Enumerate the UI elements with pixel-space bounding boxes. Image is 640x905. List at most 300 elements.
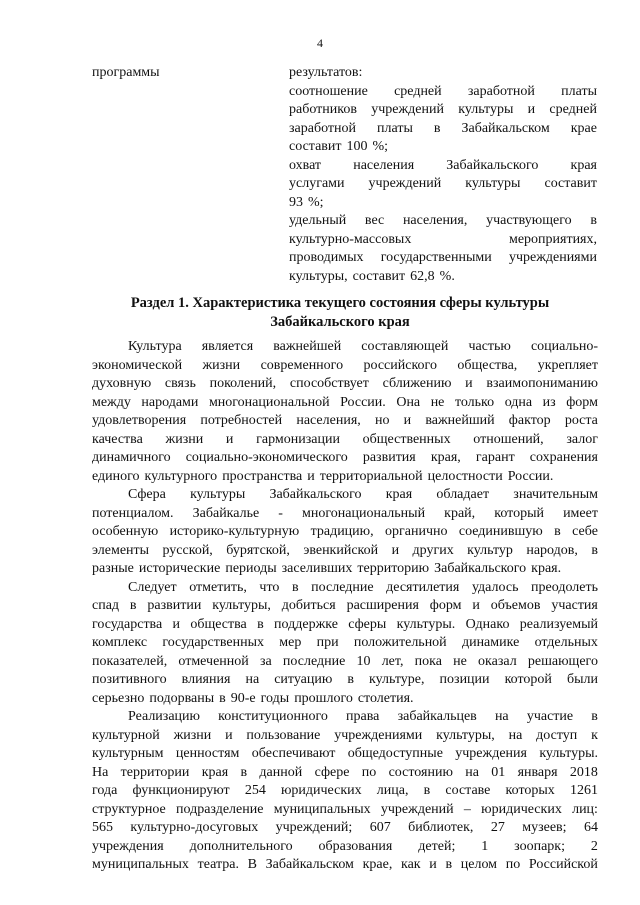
word: при <box>316 635 339 650</box>
word: не <box>430 394 445 410</box>
word: ценностям <box>175 746 240 761</box>
word: 1261 <box>569 783 598 798</box>
word: 2018 <box>569 764 598 780</box>
word: общественных <box>362 431 451 447</box>
word: последние <box>311 579 374 595</box>
word: спад <box>92 598 120 613</box>
word: в <box>219 690 226 706</box>
word: учреждениями <box>508 250 597 265</box>
word: элементы <box>92 542 150 558</box>
word: по <box>505 857 521 872</box>
word: 100 <box>346 139 368 154</box>
word: В <box>247 857 257 872</box>
word: территорию <box>357 561 430 576</box>
word: способствует <box>289 376 369 391</box>
word: культуры, <box>212 598 271 613</box>
word: позитивного <box>92 672 167 687</box>
body-line <box>92 412 598 431</box>
word: гарант <box>475 450 515 465</box>
word: составит <box>544 176 597 191</box>
word: образования <box>318 838 393 854</box>
results-line <box>289 83 597 102</box>
word: в <box>129 598 137 613</box>
word: - <box>278 505 283 521</box>
word: удовлетворения <box>92 413 187 428</box>
word: прошлого <box>294 690 353 706</box>
word: крае, <box>362 857 393 872</box>
word: решающего <box>527 653 598 669</box>
word: культуры, <box>436 727 495 743</box>
word: российского <box>363 357 437 373</box>
results-line <box>289 101 597 120</box>
word: 1 <box>481 838 489 854</box>
word: значительным <box>513 487 598 502</box>
word: потенциалом. <box>92 505 174 521</box>
body-line <box>92 357 598 376</box>
results-line <box>289 249 597 268</box>
word: средней <box>549 102 597 117</box>
word: качества <box>92 431 143 447</box>
word: в <box>240 764 248 780</box>
word: которых <box>505 783 555 798</box>
word: 607 <box>369 820 391 835</box>
word: расширения <box>346 598 419 613</box>
results-text <box>289 64 597 286</box>
word: и <box>465 376 473 391</box>
word: в <box>445 857 453 872</box>
body-line <box>92 394 598 413</box>
word: учреждений; <box>275 820 353 835</box>
word: лица, <box>376 783 409 798</box>
body-line <box>92 671 598 690</box>
word: сфере <box>314 764 350 780</box>
word: разные <box>92 561 134 576</box>
word: жизни <box>165 431 204 447</box>
word: театра. <box>197 857 239 872</box>
word: проводимых <box>289 250 364 265</box>
word: территории <box>120 764 190 780</box>
word: других <box>412 542 454 558</box>
word: Забайкальского <box>446 157 539 173</box>
word: заработной <box>467 83 535 99</box>
word: единого <box>92 468 140 484</box>
word: отношений, <box>473 431 544 447</box>
word: территориальной <box>319 468 423 484</box>
word: края <box>570 157 597 173</box>
word: культурным <box>92 746 164 761</box>
word: одна <box>504 394 533 410</box>
word: и <box>472 598 480 613</box>
word: органично <box>385 524 448 539</box>
body-line <box>92 856 598 875</box>
results-line <box>289 157 597 176</box>
word: культуры <box>458 102 514 117</box>
word: На <box>92 764 109 780</box>
body-line <box>92 727 598 746</box>
word: культуры <box>465 176 521 191</box>
body-line <box>92 375 598 394</box>
word: заработной <box>289 120 356 136</box>
word: были <box>566 672 598 687</box>
body-line <box>92 486 598 505</box>
word: эвенкийской <box>303 542 379 558</box>
word: край, <box>444 505 476 521</box>
word: государства <box>92 616 163 632</box>
word: форм <box>566 394 598 410</box>
word: забайкальцев <box>397 709 477 724</box>
word: 254 <box>244 783 266 798</box>
word: связь <box>164 376 196 391</box>
word: платы <box>377 120 413 136</box>
word: десятилетия <box>386 579 460 595</box>
word: жизни <box>173 727 212 743</box>
word: участвующего <box>486 213 572 228</box>
word: гармонизации <box>256 431 340 447</box>
word: музеев; <box>522 820 567 835</box>
word: услугами <box>289 176 345 191</box>
word: по <box>361 764 377 780</box>
word: Российской <box>528 857 598 872</box>
word: за <box>259 653 272 669</box>
word: участие <box>526 709 574 724</box>
word: функционируют <box>132 783 230 798</box>
word: общества <box>190 616 247 632</box>
word: положительной <box>353 635 447 650</box>
word: составит <box>352 268 406 284</box>
word: сближению <box>382 376 452 391</box>
word: фактор <box>508 413 551 428</box>
word: учреждений <box>371 102 444 117</box>
word: не <box>453 653 467 669</box>
results-line <box>289 175 597 194</box>
word: серьезно <box>92 690 145 706</box>
word: многонациональный <box>302 505 426 521</box>
word: государственных <box>162 635 265 650</box>
word: и <box>403 413 412 428</box>
word: января <box>517 764 558 780</box>
word: себе <box>572 524 598 539</box>
word: удалось <box>471 579 519 595</box>
word: Она <box>396 394 421 410</box>
word: реализуемый <box>519 616 598 632</box>
word: динамичного <box>92 450 171 465</box>
word: учреждениями <box>334 727 423 743</box>
word: в <box>433 120 441 136</box>
word: показателей, <box>92 653 168 669</box>
body-line <box>92 801 598 820</box>
word: Однако <box>465 616 510 632</box>
word: – <box>463 801 471 817</box>
word: и <box>225 431 234 447</box>
word: Реализацию <box>128 709 200 724</box>
word: которой <box>504 672 552 687</box>
program-label: программы <box>92 65 160 80</box>
page-number: 4 <box>317 36 323 50</box>
word: населения, <box>402 213 468 228</box>
word: учреждений <box>368 176 442 191</box>
word: в <box>591 542 598 558</box>
word: конституционного <box>218 709 328 724</box>
word: русской, <box>162 542 213 558</box>
body-line <box>92 745 598 764</box>
word: Культура <box>128 339 182 354</box>
word: динамике <box>461 635 520 650</box>
word: жизни <box>202 357 241 373</box>
word: и <box>391 542 400 558</box>
body-line <box>92 523 598 542</box>
word: дополнительного <box>189 838 293 854</box>
word: 565 <box>92 820 113 835</box>
word: частью <box>468 339 511 354</box>
section-title-line: Забайкальского края <box>270 313 410 330</box>
word: Сфера <box>128 487 166 502</box>
results-line <box>289 231 597 250</box>
body-line <box>92 690 598 709</box>
word: учреждений <box>380 801 454 817</box>
word: между <box>92 394 131 410</box>
body-line <box>92 708 598 727</box>
word: %; <box>372 139 389 154</box>
word: социально- <box>530 339 598 354</box>
word: лет, <box>381 653 404 669</box>
results-line <box>289 138 597 157</box>
word: ситуацию <box>274 672 333 687</box>
word: народами <box>141 394 199 410</box>
word: в <box>347 672 354 687</box>
word: края. <box>531 561 562 576</box>
body-line <box>92 431 598 450</box>
word: охват <box>289 157 322 173</box>
body-line <box>92 653 598 672</box>
body-line <box>92 819 598 838</box>
word: Следует <box>128 579 177 595</box>
word: общедоступные <box>347 746 443 761</box>
word: обладает <box>436 487 490 502</box>
word: 01 <box>491 764 506 780</box>
word: культурно-досуговых <box>130 820 259 835</box>
word: России. <box>340 394 386 410</box>
word: потребностей <box>200 413 283 428</box>
word: населения, <box>296 413 361 428</box>
word: государственными <box>380 250 492 265</box>
word: оказал <box>478 653 517 669</box>
word: Забайкальского <box>269 487 362 502</box>
word: бурятской, <box>226 542 290 558</box>
word: на <box>508 727 523 743</box>
word: и <box>307 468 315 484</box>
word: и <box>429 857 437 872</box>
word: пользование <box>246 727 321 743</box>
body-line <box>92 634 598 653</box>
word: периоды <box>225 561 277 576</box>
word: последние <box>282 653 346 669</box>
word: историко-культурную <box>169 524 300 539</box>
word: что <box>259 579 280 595</box>
word: участия <box>551 598 598 613</box>
word: России. <box>507 468 554 484</box>
word: культуре, <box>369 672 425 687</box>
word: учреждения <box>455 746 527 761</box>
word: на <box>245 672 260 687</box>
word: края, <box>430 450 461 465</box>
word: в <box>591 709 598 724</box>
word: результатов: <box>289 65 363 80</box>
word: особенную <box>92 524 159 539</box>
word: работников <box>289 102 357 117</box>
word: преодолеть <box>531 579 598 595</box>
word: взаимопониманию <box>486 376 598 391</box>
word: %. <box>439 268 455 284</box>
word: сохранения <box>529 450 598 465</box>
word: на <box>494 709 509 724</box>
results-line <box>289 194 597 213</box>
word: целостности <box>427 468 503 484</box>
word: культуры <box>190 487 246 502</box>
body-line <box>92 616 598 635</box>
word: в <box>291 579 299 595</box>
word: 64 <box>583 820 598 835</box>
word: 2 <box>590 838 598 854</box>
word: удельный <box>289 213 347 228</box>
word: Забайкальского <box>434 561 527 576</box>
word: пока <box>414 653 442 669</box>
word: общества, <box>457 357 518 373</box>
word: 27 <box>490 820 505 835</box>
word: соотношение <box>289 83 368 99</box>
word: Забайкалье <box>192 505 260 521</box>
word: подорваны <box>149 690 215 706</box>
word: поддержке <box>274 616 338 632</box>
word: юридических <box>481 801 562 817</box>
word: культурного <box>144 468 218 484</box>
word: детей; <box>418 838 456 854</box>
section-heading <box>80 294 600 331</box>
results-line <box>289 268 597 287</box>
word: к <box>591 727 598 743</box>
word: юридических <box>280 783 362 798</box>
word: составит <box>289 139 342 154</box>
word: учреждения <box>92 838 164 854</box>
word: форм <box>429 598 462 613</box>
word: 62,8 <box>410 268 435 284</box>
body-line <box>92 764 598 783</box>
word: и <box>225 727 233 743</box>
word: экономической <box>92 357 183 373</box>
word: отмеченной <box>178 653 249 669</box>
word: как <box>401 857 421 872</box>
word: имеет <box>563 505 598 521</box>
word: комплекс <box>92 635 148 650</box>
word: подразделение <box>176 801 264 817</box>
word: но <box>374 413 390 428</box>
body-line <box>92 597 598 616</box>
body-line <box>92 542 598 561</box>
word: важнейший <box>425 413 495 428</box>
word: укрепляет <box>537 357 598 373</box>
word: роста <box>564 413 598 428</box>
body-line <box>92 579 598 598</box>
word: лиц: <box>572 801 598 817</box>
word: населения <box>353 157 415 173</box>
word: современного <box>260 357 344 373</box>
word: добиться <box>281 598 336 613</box>
body-text <box>92 338 598 875</box>
word: культуры. <box>396 616 456 632</box>
word: зоопарк; <box>514 838 566 854</box>
word: позиции <box>439 672 490 687</box>
word: структурное <box>92 801 166 817</box>
word: вес <box>364 213 385 228</box>
section-title-line: Раздел 1. Характеристика текущего состояния сферы культуры <box>130 295 550 311</box>
word: в <box>590 213 597 228</box>
word: муниципальных <box>92 857 189 872</box>
word: соединившую <box>458 524 543 539</box>
word: важнейшей <box>273 339 342 354</box>
word: платы <box>561 83 597 99</box>
word: 90-е <box>230 690 256 706</box>
body-line <box>92 338 598 357</box>
word: который <box>494 505 544 521</box>
word: на <box>465 764 479 780</box>
results-line <box>289 64 597 83</box>
word: залог <box>566 431 598 447</box>
word: исторические <box>138 561 221 576</box>
word: культуры. <box>539 746 598 761</box>
word: крае <box>570 120 597 136</box>
word: в <box>554 524 561 539</box>
word: культур <box>467 542 513 558</box>
word: обеспечивают <box>251 746 336 761</box>
word: социально-экономического <box>185 450 348 465</box>
word: влияния <box>181 672 231 687</box>
word: в <box>257 616 264 632</box>
word: и <box>527 102 536 117</box>
word: права <box>346 709 380 724</box>
word: края <box>201 764 229 780</box>
word: %; <box>308 194 324 210</box>
body-line <box>92 838 598 857</box>
results-line <box>289 120 597 139</box>
results-line <box>289 212 597 231</box>
word: Забайкальском <box>461 120 550 136</box>
word: заселивших <box>281 561 353 576</box>
word: культурной <box>92 727 160 743</box>
word: традицию, <box>310 524 374 539</box>
word: из <box>542 394 556 410</box>
word: состоянию <box>388 764 453 780</box>
word: составе <box>445 783 491 798</box>
word: народов, <box>526 542 578 558</box>
word: только <box>454 394 495 410</box>
word: годы <box>260 690 290 706</box>
word: развитии <box>147 598 202 613</box>
word: столетия. <box>357 690 414 706</box>
word: края <box>385 487 413 502</box>
word: Забайкальском <box>265 857 354 872</box>
body-line <box>92 468 598 487</box>
word: является <box>201 339 254 354</box>
word: данной <box>259 764 303 780</box>
word: 10 <box>356 653 371 669</box>
word: составляющей <box>361 339 449 354</box>
word: и <box>172 616 181 632</box>
word: в <box>423 783 431 798</box>
word: духовную <box>92 376 152 391</box>
word: 93 <box>289 194 303 210</box>
word: развития <box>362 450 416 465</box>
word: культурно-массовых <box>289 231 412 247</box>
word: отдельных <box>534 635 598 650</box>
